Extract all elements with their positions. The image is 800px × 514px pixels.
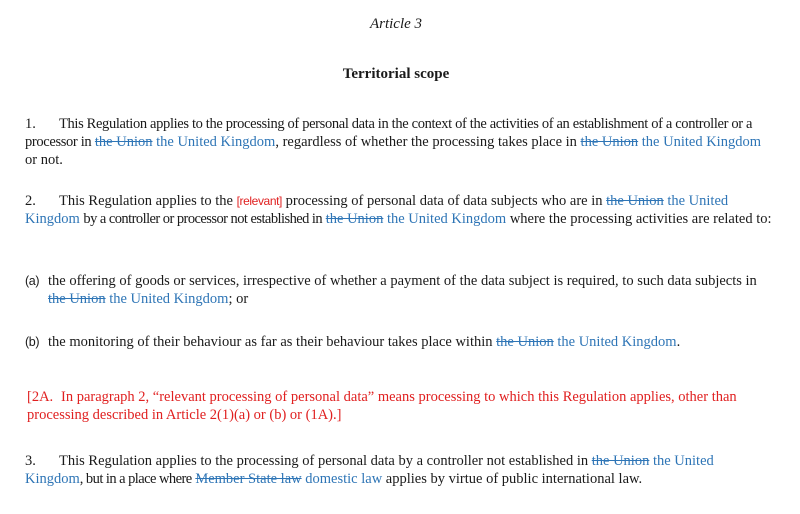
paragraph-text: where the processing activities are related to: — [509, 211, 772, 227]
paragraph-text: This Regulation applies to the — [59, 193, 233, 209]
inserted-text: the United Kingdom — [386, 211, 507, 227]
paragraph-text: , but in a place where — [79, 471, 192, 487]
added-bracket-text: [relevant] — [236, 194, 282, 208]
deleted-text: the Union — [325, 211, 384, 227]
deleted-text: the Union — [496, 334, 554, 350]
paragraph-number: 1. — [25, 116, 36, 132]
deleted-text: the Union — [48, 291, 106, 307]
deleted-text: the Union — [94, 134, 153, 150]
paragraph-1 — [25, 115, 773, 169]
deleted-text: the Union — [580, 134, 639, 150]
list-item-a — [25, 272, 773, 308]
paragraph-text: This Regulation applies to the processing of personal data by a controller not established in — [59, 453, 589, 469]
inserted-text: the United Kingdom — [25, 193, 729, 227]
list-item-text: the offering of goods or services, irrespective of whether a payment of the data subject is required, to such data subjects in — [48, 273, 757, 289]
paragraph-number: [2A. — [27, 389, 54, 405]
paragraph-text: by a controller or processor not established in — [83, 211, 323, 227]
list-marker: (b) — [25, 335, 40, 349]
inserted-text: the United Kingdom — [557, 334, 677, 350]
paragraph-number: 3. — [25, 453, 36, 469]
deleted-text: Member State law — [195, 471, 302, 487]
list-item-text: the monitoring of their behaviour as far as their behaviour takes place within — [48, 334, 493, 350]
list-item-b — [25, 333, 773, 351]
deleted-text: the Union — [591, 453, 650, 469]
paragraph-text: In paragraph 2, “relevant processing of personal data” means processing to which this Regulation applies, other than processing described in Article 2(1)(a) or (b) or (1A).] — [27, 389, 737, 423]
inserted-text: the United Kingdom — [156, 134, 276, 150]
paragraph-2a — [27, 388, 783, 424]
paragraph-text: or not. — [25, 152, 63, 168]
article-number: Article 3 — [369, 16, 423, 32]
inserted-text: the United Kingdom — [641, 134, 761, 150]
paragraph-number: 2. — [25, 193, 36, 209]
deleted-text: the Union — [606, 193, 664, 209]
paragraph-2 — [25, 192, 773, 228]
paragraph-text: , regardless of whether the processing takes place in — [275, 134, 577, 150]
list-item-text: ; or — [228, 291, 249, 307]
inserted-text: the United Kingdom — [109, 291, 229, 307]
paragraph-3 — [25, 452, 773, 488]
inserted-text: domestic law — [305, 471, 383, 487]
list-marker: (a) — [25, 274, 40, 288]
article-title: Territorial scope — [342, 66, 450, 82]
paragraph-text: processing of personal data of data subjects who are in — [285, 193, 603, 209]
inserted-text: the United Kingdom — [25, 453, 714, 487]
paragraph-text: This Regulation applies to the processing of personal data in the context of the activities of an establishment of a controller or a processor in — [25, 116, 753, 150]
list-item-text: . — [676, 334, 681, 350]
paragraph-text: applies by virtue of public international law. — [385, 471, 643, 487]
